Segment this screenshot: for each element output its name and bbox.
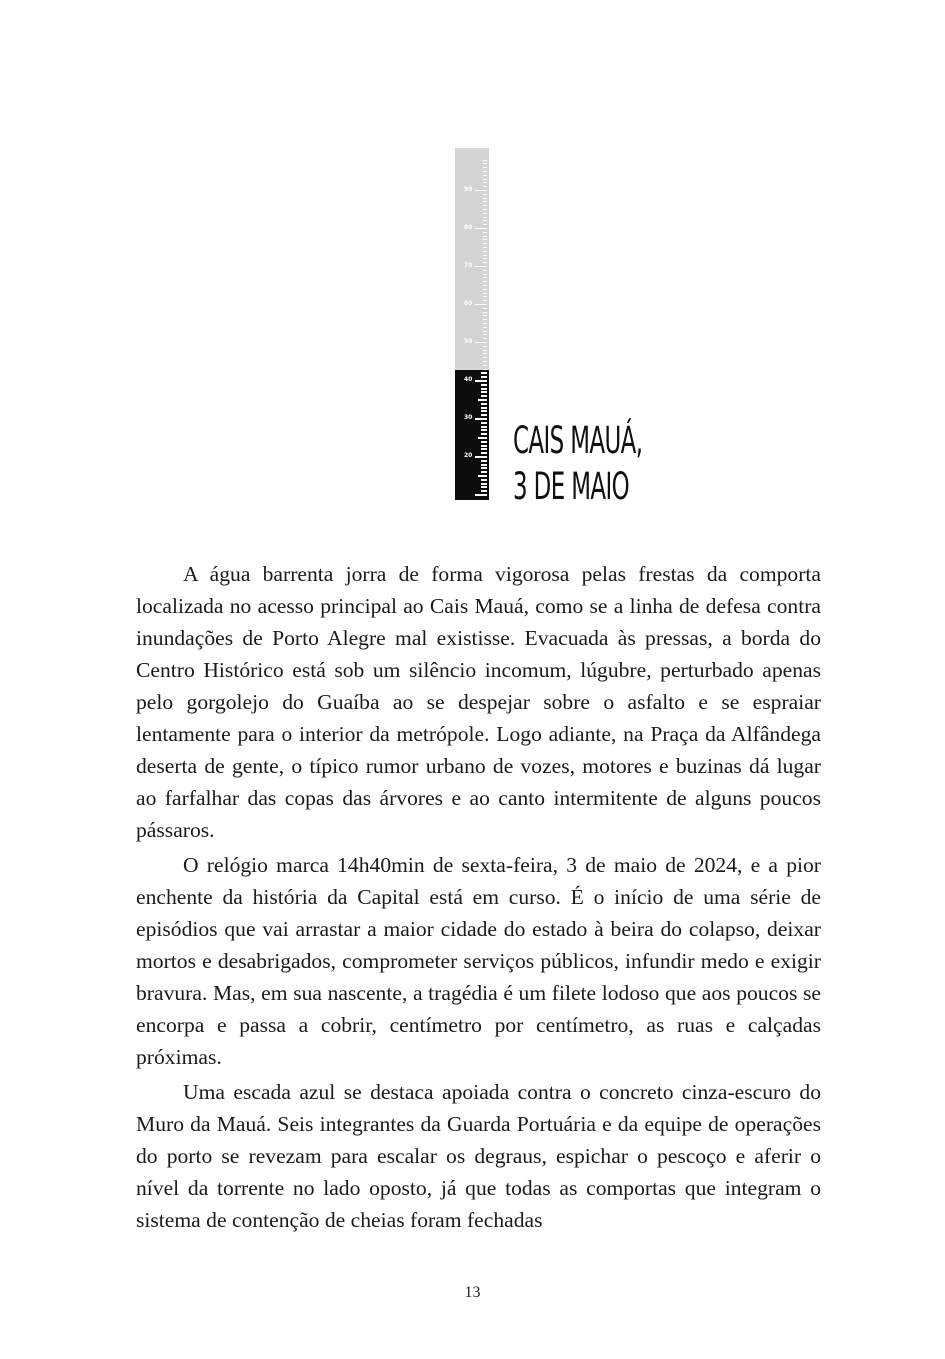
gauge-tick <box>483 247 487 248</box>
gauge-tick <box>481 467 487 469</box>
gauge-tick <box>475 266 487 267</box>
gauge-tick <box>483 236 487 237</box>
gauge-tick <box>481 490 487 492</box>
gauge-tick <box>481 384 487 386</box>
gauge-tick <box>481 483 487 485</box>
gauge-tick <box>481 479 487 481</box>
gauge-tick <box>483 201 487 202</box>
gauge-tick <box>483 365 487 366</box>
gauge-tick <box>483 300 487 301</box>
gauge-label: 20 <box>464 452 473 459</box>
gauge-tick <box>475 228 487 229</box>
gauge-tick <box>483 285 487 286</box>
gauge-tick <box>483 274 487 275</box>
gauge-tick <box>483 224 487 225</box>
gauge-tick <box>478 437 487 439</box>
gauge-tick <box>483 293 487 294</box>
gauge-tick <box>478 475 487 477</box>
gauge-tick <box>481 391 487 393</box>
gauge-tick <box>483 289 487 290</box>
gauge-tick <box>481 426 487 428</box>
gauge-tick <box>483 186 487 187</box>
gauge-tick <box>483 361 487 362</box>
gauge-tick <box>481 441 487 443</box>
chapter-title <box>513 418 642 510</box>
paragraph: Uma escada azul se destaca apoiada contra o concreto cinza-escuro do Muro da Mauá. Seis integrantes da Guarda Portuária e da equipe de operações do porto se revezam para escalar os degraus, espichar o pescoço e aferir o nível da torrente no lado oposto, já que todas as comportas que integram o sistema de contenção de cheias foram fechadas <box>136 1080 821 1232</box>
gauge-tick <box>483 213 487 214</box>
gauge-tick <box>481 388 487 390</box>
gauge-tick <box>483 160 487 161</box>
gauge-tick <box>483 334 487 335</box>
gauge-label: 30 <box>464 414 473 421</box>
gauge-label: 70 <box>464 262 473 269</box>
gauge-tick <box>481 460 487 462</box>
gauge-tick <box>483 262 487 263</box>
gauge-tick <box>481 448 487 450</box>
gauge-tick <box>483 217 487 218</box>
gauge-tick <box>481 464 487 466</box>
gauge-tick <box>483 327 487 328</box>
gauge-label: 50 <box>464 338 473 345</box>
gauge-tick <box>481 403 487 405</box>
gauge-tick <box>483 232 487 233</box>
body-text <box>136 558 821 1236</box>
gauge-tick <box>481 407 487 409</box>
gauge-tick <box>483 251 487 252</box>
gauge-tick <box>483 175 487 176</box>
gauge-tick <box>483 308 487 309</box>
gauge-tick <box>483 346 487 347</box>
chapter-title-place: CAIS MAUÁ, <box>513 419 643 462</box>
gauge-tick <box>483 194 487 195</box>
gauge-tick <box>483 315 487 316</box>
gauge-tick <box>475 380 487 382</box>
gauge-tick <box>481 429 487 431</box>
gauge-tick <box>483 255 487 256</box>
gauge-tick <box>481 410 487 412</box>
gauge-tick <box>483 312 487 313</box>
gauge-tick <box>481 395 487 397</box>
gauge-tick <box>481 372 487 374</box>
gauge-tick <box>483 281 487 282</box>
gauge-tick <box>481 376 487 378</box>
gauge-tick <box>483 270 487 271</box>
gauge-tick <box>483 198 487 199</box>
gauge-tick <box>481 445 487 447</box>
gauge-label: 40 <box>464 376 473 383</box>
gauge-label: 60 <box>464 300 473 307</box>
gauge-tick <box>483 296 487 297</box>
gauge-label: 90 <box>464 186 473 193</box>
gauge-tick <box>483 239 487 240</box>
gauge-tick <box>481 452 487 454</box>
paragraph: A água barrenta jorra de forma vigorosa pelas frestas da comporta localizada no acesso principal ao Cais Mauá, como se a linha de defesa contra inundações de Porto Alegre mal existisse. Evacuada às pressas, a borda do Centro Histórico está sob um silêncio incomum, lúgubre, perturbado apenas pelo gorgolejo do Guaíba ao se despejar sobre o asfalto e se espraiar lentamente para o interior da metrópole. Logo adiante, na Praça da Alfândega deserta de gente, o típico rumor urbano de vozes, motores e buzinas dá lugar ao farfalhar das copas das árvores e ao canto intermitente de alguns poucos pássaros. <box>136 562 821 842</box>
gauge-label: 80 <box>464 224 473 231</box>
gauge-tick <box>481 433 487 435</box>
gauge-tick <box>483 338 487 339</box>
gauge-tick <box>483 205 487 206</box>
gauge-tick <box>483 357 487 358</box>
gauge-tick <box>483 369 487 370</box>
gauge-tick <box>483 167 487 168</box>
gauge-tick <box>478 399 487 401</box>
gauge-tick <box>475 190 487 191</box>
gauge-tick <box>483 209 487 210</box>
gauge-tick <box>483 163 487 164</box>
gauge-tick <box>483 353 487 354</box>
gauge-tick <box>483 323 487 324</box>
chapter-title-date: 3 DE MAIO <box>513 465 630 508</box>
water-level-gauge-icon <box>455 148 489 500</box>
gauge-tick <box>475 342 487 343</box>
gauge-tick <box>481 471 487 473</box>
gauge-tick <box>483 182 487 183</box>
gauge-tick <box>481 486 487 488</box>
gauge-tick <box>483 220 487 221</box>
gauge-tick <box>483 243 487 244</box>
gauge-tick <box>481 414 487 416</box>
gauge-tick <box>475 304 487 305</box>
gauge-tick <box>483 171 487 172</box>
paragraph: O relógio marca 14h40min de sexta-feira, 3 de maio de 2024, e a pior enchente da história da Capital está em curso. É o início de uma série de episódios que vai arrastar a maior cidade do estado à beira do colapso, deixar mortos e desabrigados, comprometer serviços públicos, infundir medo e exigir bravura. Mas, em sua nascente, a tragédia é um filete lodoso que aos poucos se encorpa e passa a cobrir, centímetro por centímetro, as ruas e calçadas próximas. <box>136 853 821 1069</box>
gauge-tick <box>475 418 487 420</box>
gauge-tick <box>475 456 487 458</box>
gauge-tick <box>483 258 487 259</box>
gauge-tick <box>481 422 487 424</box>
gauge-tick <box>483 319 487 320</box>
gauge-tick <box>483 277 487 278</box>
gauge-tick <box>483 331 487 332</box>
gauge-tick <box>475 494 487 496</box>
gauge-tick <box>483 179 487 180</box>
gauge-tick <box>483 350 487 351</box>
page-number: 13 <box>464 1284 481 1301</box>
